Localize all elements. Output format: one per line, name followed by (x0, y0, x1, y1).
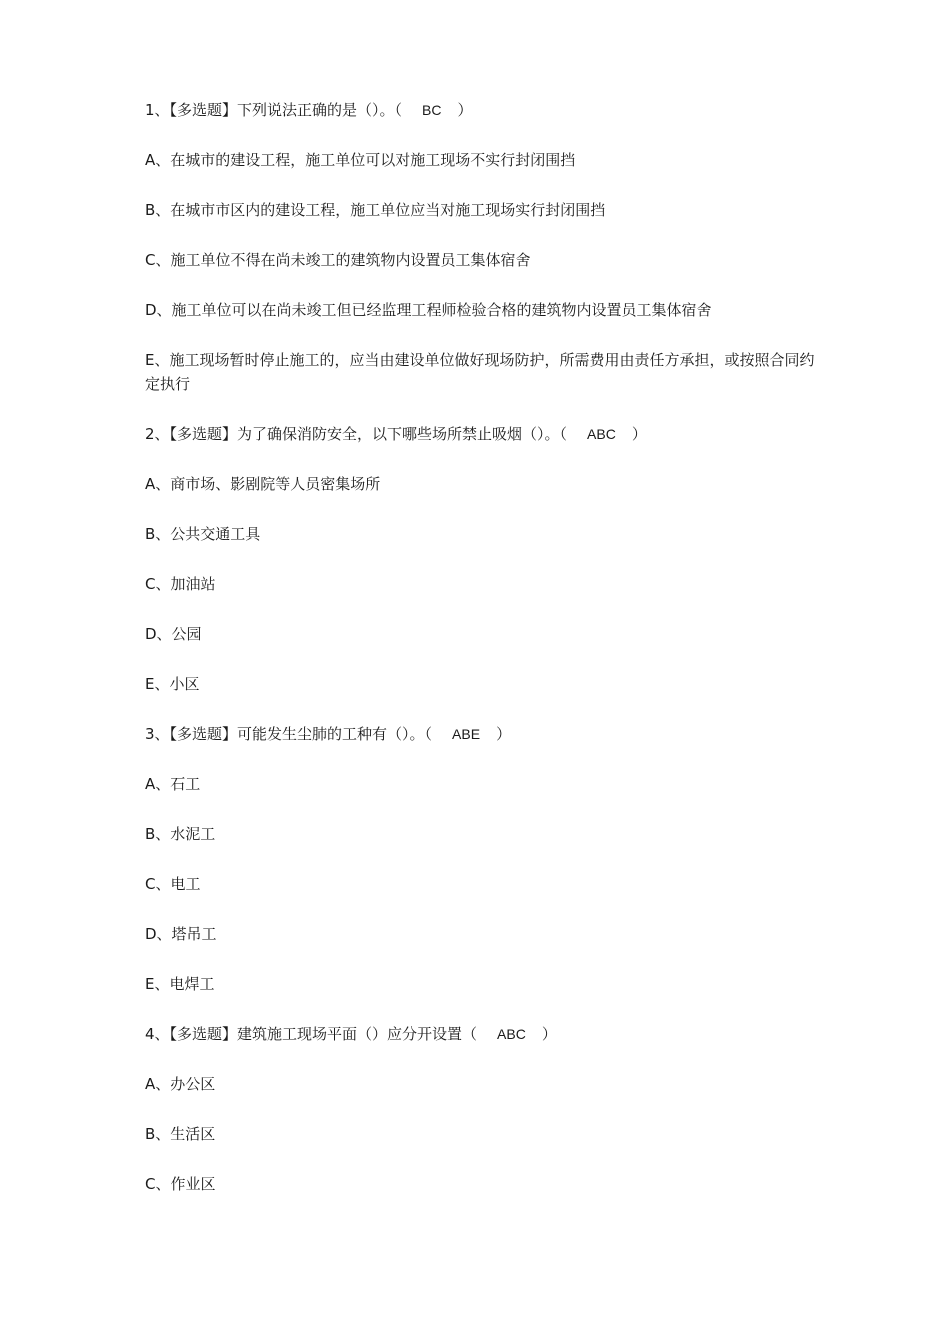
question-3-option-d: D、塔吊工 (145, 925, 217, 943)
question-2-stem (145, 422, 815, 446)
question-close-paren: ） (631, 425, 647, 443)
question-stem-text: 3、【多选题】可能发生尘肺的工种有（）。（ (145, 725, 433, 743)
question-1-stem (145, 98, 815, 122)
question-2-option-a: A、商市场、影剧院等人员密集场所 (145, 475, 381, 493)
question-stem-text: 4、【多选题】建筑施工现场平面（）应分开设置（ (145, 1025, 478, 1043)
question-stem-text: 1、【多选题】下列说法正确的是（）。（ (145, 101, 403, 119)
question-answer: ABC (587, 426, 616, 442)
question-2-option-c: C、加油站 (145, 575, 216, 593)
question-2-option-d: D、公园 (145, 625, 202, 643)
question-2-option-b: B、公共交通工具 (145, 525, 261, 543)
question-3-option-a: A、石工 (145, 775, 201, 793)
question-4-option-c: C、作业区 (145, 1175, 216, 1193)
question-4-stem (145, 1022, 815, 1046)
question-3-option-b: B、水泥工 (145, 825, 216, 843)
question-4-option-b: B、生活区 (145, 1125, 216, 1143)
question-1-option-e: E、施工现场暂时停止施工的，应当由建设单位做好现场防护，所需费用由责任方承担，或按照合同约定执行 (145, 351, 815, 393)
question-3-stem (145, 722, 815, 746)
question-1-option-d: D、施工单位可以在尚未竣工但已经监理工程师检验合格的建筑物内设置员工集体宿舍 (145, 301, 712, 319)
question-answer: ABE (452, 726, 481, 742)
document-page (145, 98, 815, 1222)
question-4-option-a: A、办公区 (145, 1075, 216, 1093)
question-1-option-b: B、在城市市区内的建设工程，施工单位应当对施工现场实行封闭围挡 (145, 201, 606, 219)
question-answer: ABC (497, 1026, 526, 1042)
question-1-option-c: C、施工单位不得在尚未竣工的建筑物内设置员工集体宿舍 (145, 251, 531, 269)
question-close-paren: ） (496, 725, 512, 743)
question-stem-text: 2、【多选题】为了确保消防安全，以下哪些场所禁止吸烟（）。（ (145, 425, 568, 443)
question-close-paren: ） (541, 1025, 557, 1043)
question-3-option-c: C、电工 (145, 875, 201, 893)
question-close-paren: ） (457, 101, 473, 119)
question-answer: BC (422, 102, 442, 118)
question-1-option-a: A、在城市的建设工程，施工单位可以对施工现场不实行封闭围挡 (145, 151, 576, 169)
question-3-option-e: E、电焊工 (145, 975, 215, 993)
question-2-option-e: E、小区 (145, 675, 200, 693)
